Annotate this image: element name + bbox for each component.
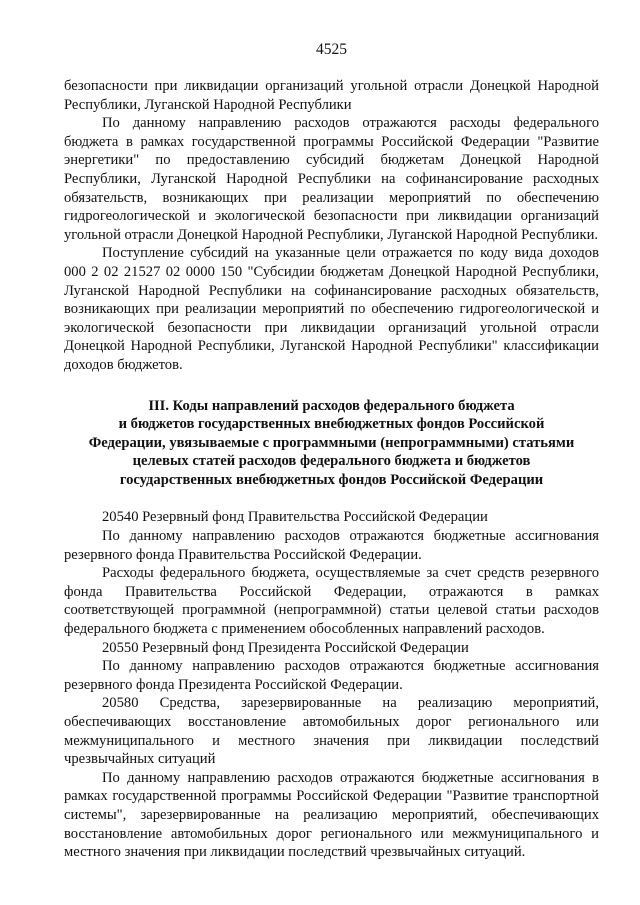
code-entry-title: 20550 Резервный фонд Президента Российской Федерации	[102, 639, 469, 656]
page-number: 4525	[316, 41, 347, 58]
section-heading-line: целевых статей расходов федерального бюджета и бюджетов	[132, 453, 531, 470]
paragraph: Поступление субсидий на указанные цели отражается по коду вида доходов 000 2 02 21527 02 0000 150 "Субсидии бюджетам Донецкой Народной Республики, Луганской Народной Республики на софинансирование расходных обязательств, возникающих при реализации мероприятий по обеспечению гидрогеологической и экологической безопасности при ликвидации организаций угольной отрасли Донецкой Народной Республики, Луганской Народной Республики" классификации доходов бюджетов.	[64, 245, 599, 373]
code-entry-title: 20580 Средства, зарезервированные на реализацию мероприятий, обеспечивающих восстановление автомобильных дорог регионального или межмуниципального и местного значения при ликвидации последствий чрезвычайных ситуаций	[64, 695, 599, 768]
section-heading-line: III. Коды направлений расходов федерального бюджета	[148, 397, 515, 414]
section-heading	[64, 397, 599, 490]
document-body	[64, 77, 599, 862]
paragraph: По данному направлению расходов отражаются бюджетные ассигнования в рамках государственной программы Российской Федерации "Развитие транспортной системы", зарезервированные на реализацию мероприятий, обеспечивающих восстановление автомобильных дорог регионального или межмуниципального и местного значения при ликвидации последствий чрезвычайных ситуаций.	[64, 769, 599, 861]
paragraph-continuation: безопасности при ликвидации организаций угольной отрасли Донецкой Народной Республики, Луганской Народной Республики	[64, 78, 599, 113]
section-heading-line: Федерации, увязываемые с программными (непрограммными) статьями	[88, 434, 575, 451]
paragraph: По данному направлению расходов отражаются расходы федерального бюджета в рамках государственной программы Российской Федерации "Развитие энергетики" по предоставлению субсидий бюджетам Донецкой Народной Республики, Луганской Народной Республики на софинансирование расходных обязательств, возникающих при реализации мероприятий по обеспечению гидрогеологической и экологической безопасности при ликвидации организаций угольной отрасли Донецкой Народной Республики, Луганской Народной Республики.	[64, 115, 599, 243]
section-heading-line: государственных внебюджетных фондов Российской Федерации	[119, 471, 544, 488]
code-entry-title: 20540 Резервный фонд Правительства Российской Федерации	[102, 509, 488, 526]
paragraph: Расходы федерального бюджета, осуществляемые за счет средств резервного фонда Правительства Российской Федерации, отражаются в рамках соответствующей программной (непрограммной) статьи целевой статьи расходов федерального бюджета с применением обособленных направлений расходов.	[64, 565, 599, 638]
paragraph: По данному направлению расходов отражаются бюджетные ассигнования резервного фонда Правительства Российской Федерации.	[64, 528, 599, 563]
paragraph: По данному направлению расходов отражаются бюджетные ассигнования резервного фонда Президента Российской Федерации.	[64, 658, 599, 693]
section-heading-line: и бюджетов государственных внебюджетных фондов Российской	[118, 416, 545, 433]
